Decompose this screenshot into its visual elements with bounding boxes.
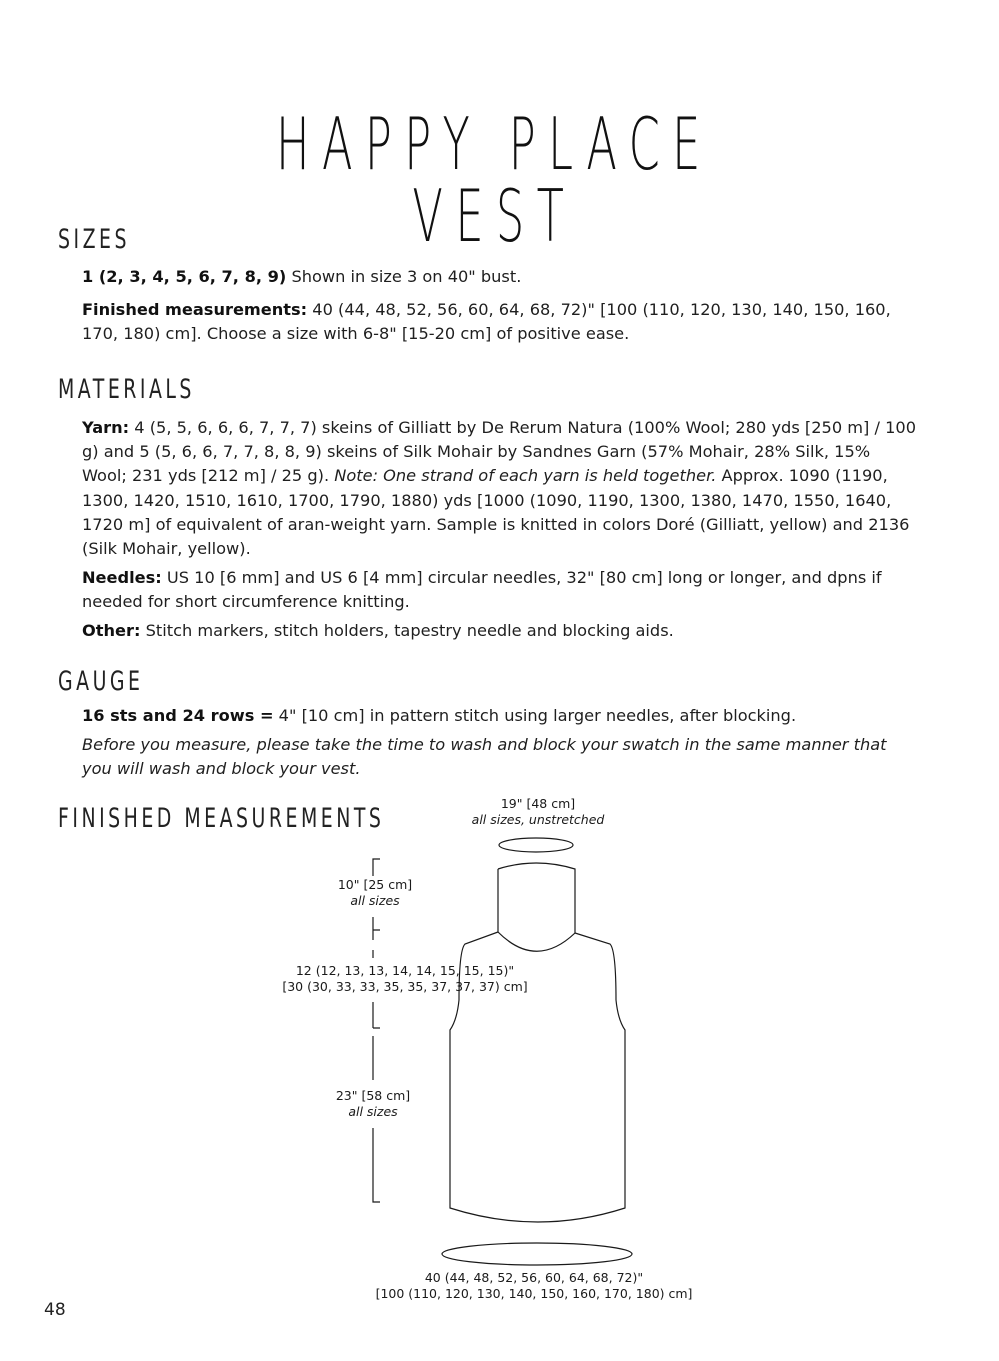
gauge-note-paragraph <box>82 733 920 781</box>
hem-circumference-cm-label: [100 (110, 120, 130, 140, 150, 160, 170, 180) cm] <box>375 1286 693 1301</box>
collar-height-note: all sizes <box>350 893 400 908</box>
measure-line-collar <box>373 859 380 876</box>
collar-height-label: 10" [25 cm] <box>337 877 413 892</box>
sizes-shown-text: Shown in size 3 on 40" bust. <box>286 267 522 286</box>
gauge-label: 16 sts and 24 rows = <box>82 706 274 725</box>
materials-heading: MATERIALS <box>58 374 195 405</box>
body-length-label: 23" [58 cm] <box>335 1088 411 1103</box>
finished-measurements-paragraph <box>82 298 920 346</box>
yarn-text-1: 4 (5, 5, 6, 6, 6, 7, 7, 7) skeins of Gilliatt by De Rerum Natura (100% Wool; 280 yds [250 m] / 100 g) and 5 (5, 6, 6, 7, 7, 8, 8, 9) skeins of Silk Mohair by Sandnes Garn (57% Mohair, 28% Silk, 15% Wool; 231 yds [212 m] / 25 g). <box>82 418 916 486</box>
finished-measurements-label: Finished measurements: <box>82 300 308 319</box>
measure-line-body-bottom <box>373 1128 380 1202</box>
needles-text: US 10 [6 mm] and US 6 [4 mm] circular needles, 32" [80 cm] long or longer, and dpns if needed for short circumference knitting. <box>82 568 882 612</box>
yarn-note: Note: One strand of each yarn is held together. <box>334 466 717 486</box>
gauge-heading: GAUGE <box>58 666 144 697</box>
armhole-depth-cm-label: [30 (30, 33, 33, 35, 35, 37, 37, 37) cm] <box>282 979 528 994</box>
other-label: Other: <box>82 621 141 640</box>
other-text: Stitch markers, stitch holders, tapestry needle and blocking aids. <box>140 621 674 640</box>
armhole-depth-label: 12 (12, 13, 13, 14, 14, 15, 15, 15)" <box>295 963 515 978</box>
sizes-list: 1 (2, 3, 4, 5, 6, 7, 8, 9) <box>82 267 287 286</box>
gauge-paragraph <box>82 704 920 728</box>
measure-line-collar-bottom <box>373 917 380 940</box>
finished-measurements-heading: FINISHED MEASUREMENTS <box>58 803 385 834</box>
collar-outline <box>498 863 575 933</box>
neck-circumference-ellipse <box>499 838 573 852</box>
other-paragraph <box>82 619 920 643</box>
body-length-note: all sizes <box>348 1104 398 1119</box>
sizes-heading: SIZES <box>58 224 130 255</box>
page-number: 48 <box>44 1300 66 1320</box>
page-title: HAPPY PLACE VEST <box>275 102 713 258</box>
yarn-text-2: Approx. 1090 (1190, 1300, 1420, 1510, 1610, 1700, 1790, 1880) yds [1000 (1090, 1190, 1300, 1380, 1470, 1550, 1640, 1720 m] of equivalent of aran-weight yarn. Sample is knitted in colors Doré (Gilliatt, yellow) and 2136 (Silk Mohair, yellow). <box>82 466 910 559</box>
hem-circumference-label: 40 (44, 48, 52, 56, 60, 64, 68, 72)" <box>424 1270 644 1285</box>
sizes-paragraph <box>82 265 920 289</box>
needles-label: Needles: <box>82 568 162 587</box>
hem-circumference-ellipse <box>442 1243 632 1265</box>
neck-circumference-note: all sizes, unstretched <box>471 812 605 827</box>
neck-circumference-label: 19" [48 cm] <box>500 796 576 811</box>
gauge-text: 4" [10 cm] in pattern stitch using larger needles, after blocking. <box>273 706 797 725</box>
vest-outline <box>373 838 632 1265</box>
yarn-paragraph <box>82 416 920 561</box>
measure-line-armhole-bottom <box>373 1002 380 1028</box>
yarn-label: Yarn: <box>82 418 130 437</box>
gauge-note: Before you measure, please take the time to wash and block your swatch in the same manner that you will wash and block your vest. <box>82 735 887 779</box>
body-outline <box>450 932 625 1222</box>
finished-measurements-text: 40 (44, 48, 52, 56, 60, 64, 68, 72)" [100 (110, 120, 130, 140, 150, 160, 170, 180) cm]. Choose a size with 6-8" [15-20 cm] of positive ease. <box>82 300 891 344</box>
needles-paragraph <box>82 566 920 614</box>
